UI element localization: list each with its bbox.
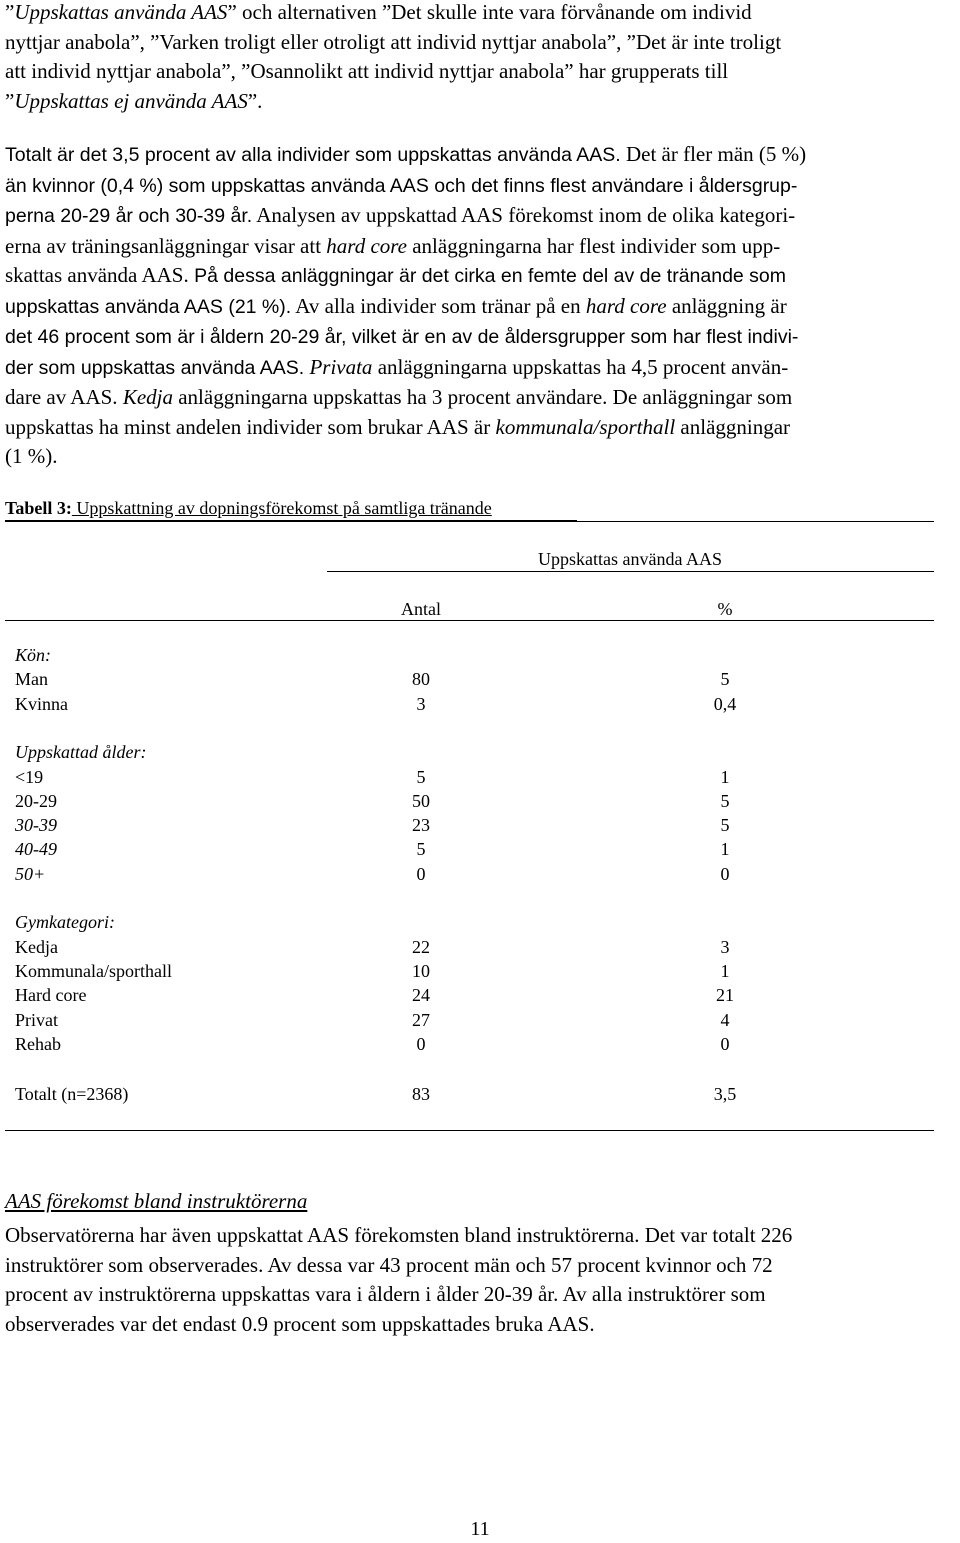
percent-cell: 3: [720, 936, 730, 957]
paragraph-line: [5, 28, 955, 58]
text-segment: ” och alternativen ”Det skulle inte vara förvånande om individ: [227, 0, 752, 24]
page-number: 11: [470, 1518, 490, 1540]
table-caption: [5, 498, 492, 519]
paragraph-line: [5, 87, 955, 117]
antal-cell: 80: [412, 669, 430, 690]
text-segment: anläggning är: [666, 293, 787, 318]
row-label: Man: [15, 669, 48, 690]
row-label: Rehab: [15, 1033, 61, 1054]
percent-cell: 0: [720, 1033, 730, 1054]
table-top-rule: [5, 521, 934, 522]
percent-cell: 5: [720, 669, 730, 690]
total-label: Totalt (n=2368): [15, 1084, 129, 1104]
percent-cell: 5: [720, 815, 730, 836]
text-segment: hard core: [326, 233, 407, 258]
paragraph-line: [5, 57, 955, 87]
percent-cell: 0: [720, 863, 730, 884]
column-header-antal: Antal: [401, 599, 441, 619]
paragraph-line: [5, 292, 955, 323]
table-row: [0, 985, 960, 1009]
paragraph-line: [5, 322, 955, 353]
antal-cell: 23: [412, 815, 430, 836]
total-antal-cell: 83: [412, 1084, 430, 1104]
total-percent-cell: 3,5: [713, 1084, 737, 1104]
text-segment: dare av AAS.: [5, 385, 123, 409]
text-segment: På dessa anläggningar är det cirka en femte del av de tränande som: [188, 265, 787, 287]
row-label: Kommunala/sporthall: [15, 960, 172, 981]
table-row: [0, 1034, 960, 1058]
table-row: [0, 767, 960, 791]
text-segment: anläggningarna uppskattas ha 4,5 procent använ-: [372, 354, 789, 379]
text-segment: uppskattas ha minst andelen individer som brukar AAS är: [5, 414, 496, 439]
text-segment: ”: [5, 88, 15, 113]
text-segment: anläggningarna har flest individer som upp-: [406, 233, 781, 258]
paragraph-line: [5, 171, 955, 202]
antal-cell: 10: [412, 960, 430, 981]
percent-cell: 5: [720, 790, 730, 811]
text-segment: Uppskattas ej använda AAS: [14, 88, 248, 113]
table-row: [0, 839, 960, 863]
row-label: 30-39: [15, 815, 57, 836]
table-caption-text: Uppskattning av dopningsförekomst på samtliga tränande: [71, 498, 492, 518]
spanner-rule: [327, 571, 934, 572]
row-label: Privat: [15, 1009, 58, 1030]
section-heading-text: AAS förekomst bland instruktörerna: [5, 1189, 308, 1213]
row-label: <19: [15, 766, 44, 787]
text-segment: ”.: [247, 88, 263, 113]
paragraph-line: [5, 442, 955, 472]
text-segment: kommunala/sporthall: [495, 414, 676, 439]
table-row: [0, 937, 960, 961]
paragraph-line: [5, 413, 955, 443]
text-segment: att individ nyttjar anabola”, ”Osannolikt att individ nyttjar anabola” har grupperats till: [5, 59, 729, 83]
antal-cell: 3: [416, 693, 426, 714]
antal-cell: 5: [416, 839, 426, 860]
percent-cell: 0,4: [713, 693, 737, 714]
row-label: Kedja: [15, 936, 58, 957]
percent-cell: 1: [720, 960, 730, 981]
antal-cell: 0: [416, 863, 426, 884]
text-segment: skattas använda AAS.: [5, 263, 189, 287]
paragraph-line: instruktörer som observerades. Av dessa var 43 procent män och 57 procent kvinnor och 72: [5, 1252, 773, 1277]
row-label: 40-49: [15, 839, 57, 860]
text-segment: än kvinnor (0,4 %) som uppskattas använda AAS och det finns flest användare i åldersgrup-: [5, 174, 798, 197]
table-group-label: Kön:: [15, 645, 51, 665]
section-heading: [5, 1189, 307, 1214]
paragraph-line: observerades var det endast 0.9 procent som uppskattades bruka AAS.: [5, 1311, 595, 1336]
text-segment: nyttjar anabola”, ”Varken troligt eller otroligt att individ nyttjar anabola”, ”Det är inte troligt: [5, 29, 782, 54]
table-row: [0, 961, 960, 985]
percent-cell: 1: [720, 766, 730, 787]
text-segment: anläggningarna uppskattas ha 3 procent användare. De anläggningar som: [172, 385, 793, 409]
text-segment: Av alla individer som tränar på en: [291, 293, 586, 318]
paragraph-line: procent av instruktörerna uppskattas vara i åldern i ålder 20-39 år. Av alla instruktörer som: [5, 1282, 766, 1306]
table-row: [0, 1010, 960, 1034]
antal-cell: 5: [416, 766, 426, 787]
table-row: [0, 791, 960, 815]
row-label: 20-29: [15, 790, 57, 811]
header-rule: [5, 620, 934, 621]
table-total-row: [0, 1084, 960, 1108]
text-segment: uppskattas använda AAS (21 %).: [5, 295, 292, 318]
antal-cell: 27: [412, 1009, 430, 1030]
text-segment: (1 %).: [5, 444, 58, 468]
table-group-label: Gymkategori:: [15, 912, 115, 933]
column-header-percent: %: [717, 599, 733, 619]
text-segment: Kedja: [122, 385, 173, 409]
table-row: [0, 694, 960, 718]
percent-cell: 4: [720, 1009, 730, 1030]
paragraph-line: [5, 201, 955, 232]
text-segment: Analysen av uppskattad AAS förekomst inom de olika kategori-: [252, 203, 796, 227]
results-paragraph: [5, 140, 955, 472]
table-row: [0, 669, 960, 693]
text-segment: Totalt är det 3,5 procent av alla individer som uppskattas använda AAS.: [5, 144, 621, 166]
paragraph-line: [5, 353, 955, 384]
row-label: Hard core: [15, 985, 87, 1006]
text-segment: Uppskattas använda AAS: [14, 0, 228, 24]
text-segment: erna av träningsanläggningar visar att: [5, 233, 327, 258]
table-row: [0, 815, 960, 839]
table-group-label: Uppskattad ålder:: [15, 742, 147, 763]
text-segment: der som uppskattas använda AAS.: [5, 356, 305, 379]
text-segment: anläggningar: [675, 414, 791, 439]
text-segment: det 46 procent som är i åldern 20-29 år, vilket är en av de åldersgrupper som har flest indivi-: [5, 326, 799, 348]
section-paragraph: [5, 1221, 955, 1339]
percent-cell: 1: [720, 839, 730, 860]
paragraph-line: [5, 140, 955, 171]
paragraph-line: [5, 0, 955, 28]
table-spanner-header: Uppskattas använda AAS: [538, 549, 722, 569]
antal-cell: 22: [412, 936, 430, 957]
table-caption-label: Tabell 3:: [5, 498, 72, 518]
paragraph-line: Observatörerna har även uppskattat AAS förekomsten bland instruktörerna. Det var totalt 226: [5, 1223, 793, 1247]
row-label: Kvinna: [15, 693, 68, 714]
intro-paragraph: [5, 0, 955, 116]
antal-cell: 50: [412, 790, 430, 811]
text-segment: perna 20-29 år och 30-39 år.: [5, 205, 253, 227]
table-row: [0, 864, 960, 888]
text-segment: ”: [5, 0, 15, 24]
text-segment: hard core: [585, 293, 667, 318]
antal-cell: 24: [412, 985, 430, 1006]
percent-cell: 21: [716, 985, 734, 1006]
text-segment: Privata: [309, 354, 373, 379]
row-label: 50+: [15, 863, 46, 884]
paragraph-line: [5, 261, 955, 292]
table-bottom-rule: [5, 1130, 934, 1131]
paragraph-line: [5, 383, 955, 413]
antal-cell: 0: [416, 1033, 426, 1054]
paragraph-line: [5, 232, 955, 262]
text-segment: Det är fler män (5 %): [620, 142, 807, 166]
